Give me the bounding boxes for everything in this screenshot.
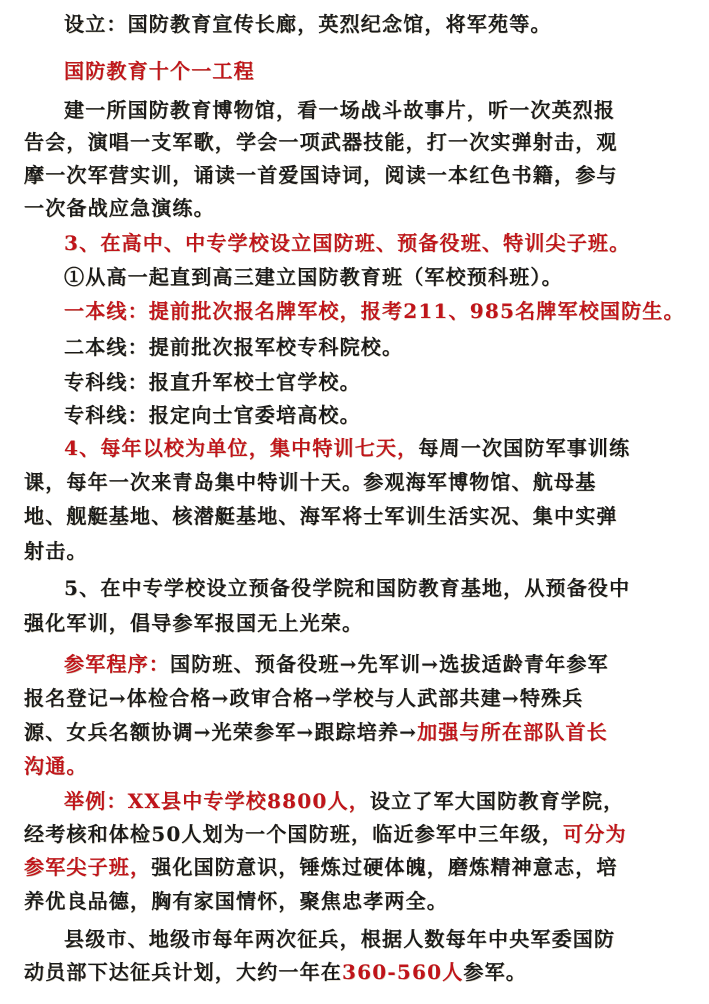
section-5-line: 5、在中专学校设立预备役学院和国防教育基地，从预备役中 [64,576,631,600]
section-heading-3: 3、在高中、中专学校设立国防班、预备役班、特训尖子班。 [64,231,631,255]
tier-line-second: 二本线：提前批次报军校专科院校。 [64,335,404,359]
section-4-line: 4、每年以校为单位，集中特训七天，每周一次国防军事训练 [64,436,631,460]
tier-line-first: 一本线：提前批次报名牌军校，报考211、985名牌军校国防生。 [64,299,685,323]
paragraph-line: 沟通。 [24,754,88,778]
paragraph-line: 告会，演唱一支军歌，学会一项武器技能，打一次实弹射击，观 [24,130,618,154]
paragraph-line: ①从高一起直到高三建立国防教育班（军校预科班）。 [64,265,563,289]
section-heading-ten-one-project: 国防教育十个一工程 [64,59,255,83]
paragraph-line: 摩一次军营实训，诵读一首爱国诗词，阅读一本红色书籍，参与 [24,163,618,187]
paragraph-line: 动员部下达征兵计划，大约一年在360-560人参军。 [24,960,528,984]
paragraph-line: 参军尖子班，强化国防意识，锤炼过硬体魄，磨炼精神意志，培 [24,855,618,879]
paragraph-line: 经考核和体检50人划为一个国防班，临近参军中三年级，可分为 [24,822,627,846]
conscription-line: 县级市、地级市每年两次征兵，根据人数每年中央军委国防 [64,927,616,951]
paragraph-line: 建一所国防教育博物馆，看一场战斗故事片，听一次英烈报 [64,98,616,122]
paragraph-line: 养优良品德，胸有家国情怀，聚焦忠孝两全。 [24,889,448,913]
intro-line: 设立：国防教育宣传长廊，英烈纪念馆，将军苑等。 [64,12,552,36]
example-line: 举例：XX县中专学校8800人，设立了军大国防教育学院， [64,789,625,813]
paragraph-line: 源、女兵名额协调→光荣参军→跟踪培养→加强与所在部队首长 [24,720,608,744]
enlistment-procedure-line: 参军程序：国防班、预备役班→先军训→选拔适龄青年参军 [64,652,609,676]
paragraph-line: 课，每年一次来青岛集中特训十天。参观海军博物馆、航母基 [24,470,597,494]
paragraph-line: 强化军训，倡导参军报国无上光荣。 [24,611,364,635]
paragraph-line: 报名登记→体检合格→政审合格→学校与人武部共建→特殊兵 [24,686,584,710]
paragraph-line: 地、舰艇基地、核潜艇基地、海军将士军训生活实况、集中实弹 [24,504,618,528]
paragraph-line: 射击。 [24,539,88,563]
tier-line-college-2: 专科线：报定向士官委培高校。 [64,403,361,427]
tier-line-college-1: 专科线：报直升军校士官学校。 [64,370,361,394]
paragraph-line: 一次备战应急演练。 [24,196,215,220]
